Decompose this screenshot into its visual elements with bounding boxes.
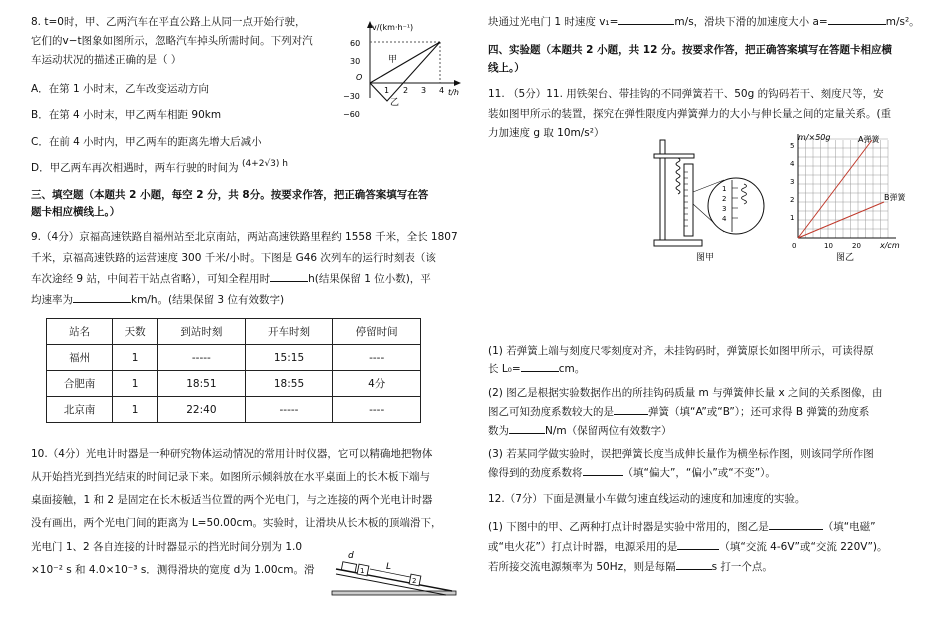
vt-xtick: 3	[421, 86, 427, 95]
q11-blank-bias[interactable]	[583, 465, 623, 476]
ruler-mark: 1	[722, 185, 727, 193]
q11-p2-line2	[488, 404, 869, 419]
vt-ylabel: v/(km·h⁻¹)	[372, 23, 414, 32]
q9-line3-b: h(结果保留 1 位小数)，平	[308, 273, 431, 285]
q11-p1-unit: cm。	[558, 363, 586, 375]
q8-option-d	[31, 160, 288, 175]
q10-line1: 10.（4分）光电计时器是一种研究物体运动情况的常用计时仪器，它可以精确地把物体	[31, 448, 433, 460]
q11-p2-text-b: 图乙可知劲度系数较大的是	[488, 406, 614, 418]
q10-line3: 桌面接触，1 和 2 是固定在长木板适当位置的两个光电门，与之连接的两个光电计时器	[31, 494, 433, 506]
q12-blank-interval[interactable]	[676, 559, 712, 570]
cell: 1	[113, 345, 158, 371]
mx-ytick: 3	[790, 178, 795, 186]
q10-v1-text: 块通过光电门 1 时速度 v₁=	[488, 16, 619, 28]
th-stop: 停留时间	[333, 319, 421, 345]
table-row	[47, 345, 421, 371]
q8-option-a: A．在第 1 小时末，乙车改变运动方向	[31, 83, 210, 95]
cell: ----	[333, 397, 421, 423]
vt-ytick: 60	[350, 39, 361, 48]
q11-p3-text-b: 像得到的劲度系数将	[488, 467, 583, 479]
ruler-mark: 4	[722, 215, 727, 223]
mx-ytick: 2	[790, 196, 795, 204]
q11-blank-l0[interactable]	[521, 361, 559, 372]
q11-p3-line2	[488, 465, 776, 480]
incline-gate2-label: 2	[412, 577, 417, 585]
section4-line2: 线上。）	[488, 62, 525, 74]
table-row	[47, 371, 421, 397]
cell: 北京南	[47, 397, 113, 423]
q12-p1-line3	[488, 559, 773, 574]
mx-line-a	[798, 140, 872, 238]
q9-line3-a: 车次途经 9 站，中间若干站点省略），可知全程用时	[31, 273, 271, 285]
q12-p1-line2	[488, 539, 887, 554]
q9-line3	[31, 271, 431, 286]
cell: 4分	[333, 371, 421, 397]
q8-option-d-formula: (4+2√3) h	[241, 159, 288, 169]
q8-option-c: C．在前 4 小时内，甲乙两车的距离先增大后减小	[31, 136, 262, 148]
q10-line2: 从开始挡光到挡光结束的时间记录下来。如图所示倾斜放在水平桌面上的长木板下端与	[31, 471, 430, 483]
figure-yi-caption: 图乙	[836, 253, 855, 263]
mx-label-b: B弹簧	[884, 193, 906, 202]
cell: 福州	[47, 345, 113, 371]
q10-blank-a[interactable]	[828, 14, 886, 25]
table-row	[47, 397, 421, 423]
vt-ytick: −60	[343, 110, 360, 119]
vt-xtick: 4	[439, 86, 445, 95]
section3-line2: 题卡相应横线上。）	[31, 206, 121, 218]
q11-p2-line1: (2) 图乙是根据实验数据作出的所挂钩码质量 m 与弹簧伸长量 x 之间的关系图像，由	[488, 387, 883, 399]
cell: ----	[333, 345, 421, 371]
mx-xtick: 0	[792, 242, 797, 250]
vt-line-jia	[370, 42, 440, 83]
mx-ytick: 1	[790, 214, 795, 222]
mx-xtick: 20	[852, 242, 861, 250]
q9-line2: 千米，京福高速铁路的运营速度 300 千米/小时。下图是 G46 次列车的运行时刻表（该	[31, 252, 436, 264]
q12-blank-type[interactable]	[769, 519, 823, 530]
q8-line1: 8. t=0时，甲、乙两汽车在平直公路上从同一点开始行驶，	[31, 16, 306, 28]
vt-origin: O	[356, 73, 363, 82]
section3-line1: 三、填空题（本题共 2 小题，每空 2 分，共 8分。按要求作答，把正确答案填写在答	[31, 189, 429, 201]
q10-line5: 光电门 1、2 各自连接的计时器显示的挡光时间分别为 1.0	[31, 541, 303, 553]
q11-line1: 11. （5分）11. 用铁架台、带挂钩的不同弹簧若干、50g 的钩码若干、刻度尺等，安	[488, 88, 884, 100]
q12-line1: 12.（7分）下面是测量小车做匀速直线运动的速度和加速度的实验。	[488, 493, 806, 505]
q9-blank-speed[interactable]	[73, 292, 131, 303]
mx-label-a: A弹簧	[858, 135, 880, 144]
incline-figure	[328, 545, 460, 603]
q9-line1: 9.（4分）京福高速铁路自福州站至北京南站，两站高速铁路里程约 1558 千米，全长 1807	[31, 231, 458, 243]
q9-line4	[31, 292, 284, 307]
ruler-mark: 3	[722, 205, 727, 213]
vt-ytick: 30	[350, 57, 361, 66]
th-days: 天数	[113, 319, 158, 345]
mx-ytick: 4	[790, 160, 795, 168]
cell: -----	[158, 345, 246, 371]
vt-xlabel: t/h	[448, 88, 459, 97]
cell: 22:40	[158, 397, 246, 423]
q12-p1-text-c: 或“电火花”）打点计时器，电源采用的是	[488, 541, 678, 553]
q10-a-text: m/s，滑块下滑的加速度大小 a=	[674, 16, 828, 28]
q9-blank-time[interactable]	[270, 271, 308, 282]
q12-blank-power[interactable]	[677, 539, 719, 550]
cell: 合肥南	[47, 371, 113, 397]
cell: 1	[113, 397, 158, 423]
incline-d-label: d	[348, 551, 354, 561]
mx-xtick: 10	[824, 242, 833, 250]
section4-line1: 四、实验题（本题共 2 小题，共 12 分。按要求作答，把正确答案填写在答题卡相应横	[488, 44, 893, 56]
th-station: 站名	[47, 319, 113, 345]
mx-ylabel: m/×50g	[798, 133, 831, 142]
q8-option-d-text: D．甲乙两车再次相遇时，两车行驶的时间为	[31, 162, 239, 174]
q9-line4-a: 均速率为	[31, 294, 73, 306]
q10-unit-text: m/s²。	[885, 16, 920, 28]
figure-yi-graph	[786, 128, 906, 264]
q11-p2-text-e: N/m（保留两位有效数字）	[545, 425, 672, 437]
q11-blank-spring[interactable]	[614, 404, 648, 415]
q11-line2: 装如图甲所示的装置，探究在弹性限度内弹簧弹力的大小与伸长量之间的定量关系。(重	[488, 108, 892, 120]
q11-p1-line1: (1) 若弹簧上端与刻度尺零刻度对齐，未挂钩码时，弹簧原长如图甲所示，可读得原	[488, 345, 874, 357]
q11-line3: 力加速度 g 取 10m/s²）	[488, 127, 605, 139]
q11-p1-line2	[488, 361, 585, 376]
q12-p1-text-b: （填“电磁”	[822, 521, 876, 533]
incline-gate1-label: 1	[360, 567, 365, 575]
vt-xtick: 2	[403, 86, 409, 95]
q10-blank-v1[interactable]	[618, 14, 674, 25]
mx-ytick: 5	[790, 142, 795, 150]
vt-label-jia: 甲	[388, 55, 398, 65]
vt-xtick: 1	[384, 86, 390, 95]
q10-line4: 没有画出，两个光电门间的距离为 L=50.00cm。实验时，让滑块从长木板的顶端滑下，	[31, 517, 442, 529]
q11-p3-text-c: （填“偏大”，“偏小”或“不变”）。	[622, 467, 776, 479]
q10-line6: ×10⁻² s 和 4.0×10⁻³ s．测得滑块的宽度 d为 1.00cm。滑	[31, 564, 315, 576]
cell: 15:15	[245, 345, 333, 371]
vt-graph	[340, 18, 470, 124]
q11-p3-line1: (3) 若某同学做实验时，误把弹簧长度当成伸长量作为横坐标作图，则该同学所作图	[488, 448, 874, 460]
q12-p1-text-e: 若所接交流电源频率为 50Hz，则是每隔	[488, 561, 676, 573]
q11-p2-text-d: 数为	[488, 425, 509, 437]
th-depart: 开车时刻	[245, 319, 333, 345]
th-arrive: 到站时刻	[158, 319, 246, 345]
q9-line4-b: km/h。(结果保留 3 位有效数字)	[131, 294, 285, 306]
cell: 18:51	[158, 371, 246, 397]
q11-blank-k[interactable]	[509, 423, 545, 434]
q11-p2-text-c: 弹簧（填“A”或“B”）；还可求得 B 弹簧的劲度系	[648, 406, 870, 418]
vt-ytick: −30	[343, 92, 360, 101]
figure-jia-caption: 图甲	[696, 253, 715, 263]
timetable	[46, 318, 421, 423]
cell: -----	[245, 397, 333, 423]
q12-p1-text-a: (1) 下图中的甲、乙两种打点计时器是实验中常用的，图乙是	[488, 521, 769, 533]
q8-option-b: B．在第 4 小时末，甲乙两车相距 90km	[31, 109, 222, 121]
cell: 18:55	[245, 371, 333, 397]
q10-continued	[488, 14, 920, 29]
q11-p2-line3	[488, 423, 672, 438]
cell: 1	[113, 371, 158, 397]
incline-L-label: L	[386, 562, 392, 572]
q12-p1-line1	[488, 519, 876, 534]
q11-p1-text: 长 L₀=	[488, 363, 521, 375]
q8-line3: 车运动状况的描述正确的是（ ）	[31, 54, 182, 66]
q8-line2: 它们的v−t图象如图所示，忽略汽车掉头所需时间。下列对汽	[31, 35, 313, 47]
figure-jia-apparatus	[648, 132, 772, 264]
q12-p1-text-d: （填“交流 4-6V”或“交流 220V”)。	[719, 541, 888, 553]
vt-label-yi: 乙	[390, 98, 400, 108]
ruler-mark: 2	[722, 195, 727, 203]
mx-xlabel: x/cm	[880, 241, 900, 250]
timetable-header-row	[47, 319, 421, 345]
q12-p1-text-f: s 打一个点。	[711, 561, 773, 573]
